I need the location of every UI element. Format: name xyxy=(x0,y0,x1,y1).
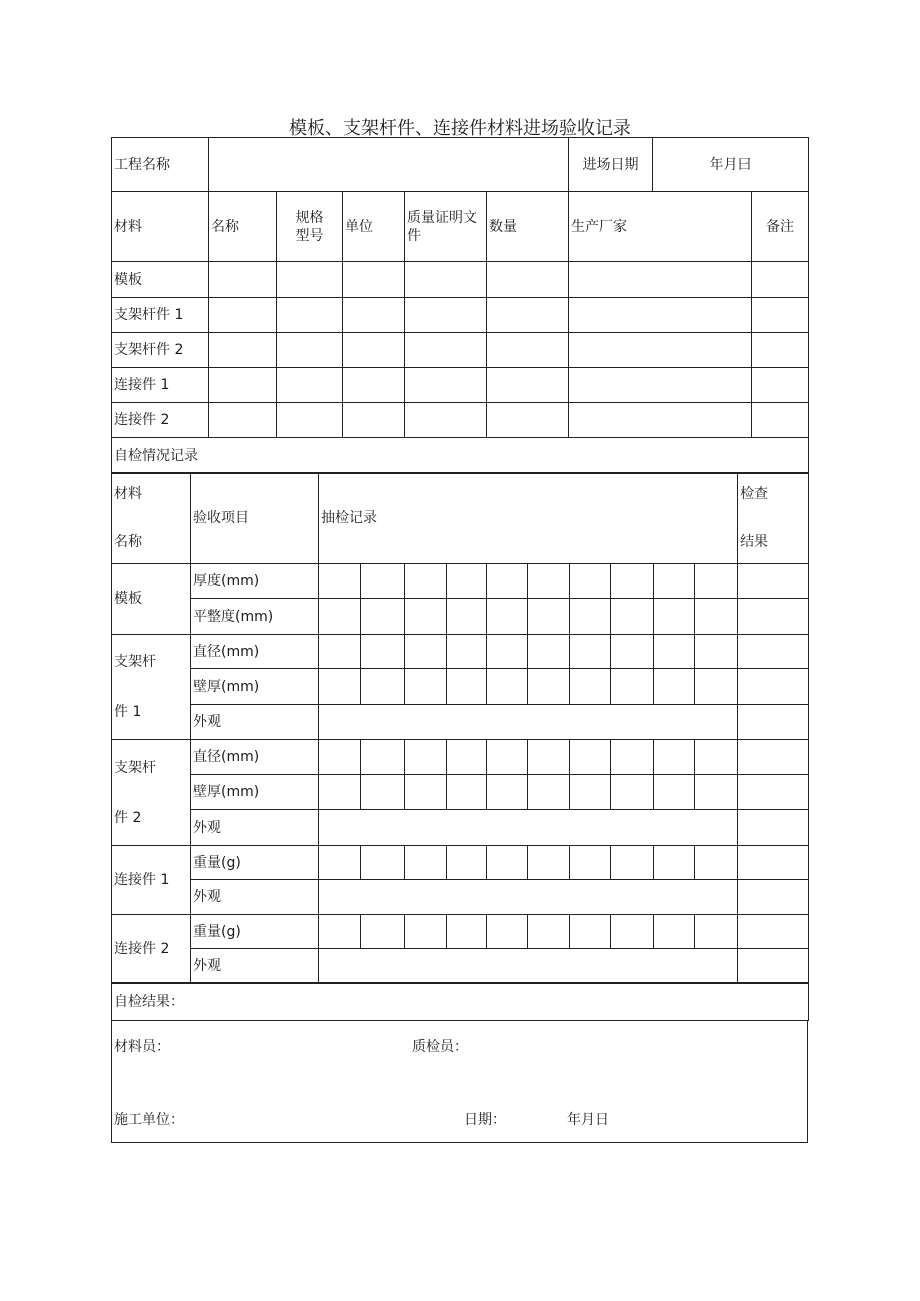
inspection-item: 厚度(mm) xyxy=(191,564,319,599)
column-header-quality-doc-line1: 质量证明文 xyxy=(407,209,477,226)
material-row-label: 连接件 1 xyxy=(112,368,209,403)
page-title: 模板、支架杆件、连接件材料进场验收记录 xyxy=(289,118,631,139)
self-check-table xyxy=(111,472,809,984)
group-name-line1: 支架杆 xyxy=(114,654,156,670)
material-row-label: 模板 xyxy=(112,262,209,298)
construction-unit-label: 施工单位： xyxy=(114,1112,184,1128)
column-header-remarks: 备注 xyxy=(752,192,809,262)
material-name-line2: 名称 xyxy=(114,534,142,550)
material-name-line1: 材料 xyxy=(114,486,142,502)
project-name-label: 工程名称 xyxy=(112,138,209,192)
inspection-item: 平整度(mm) xyxy=(191,599,319,635)
inspection-item: 直径(mm) xyxy=(191,740,319,775)
column-header-material-name xyxy=(112,473,191,564)
quality-inspector-label: 质检员： xyxy=(412,1039,468,1055)
date-label: 日期： xyxy=(464,1112,506,1128)
entry-date-field[interactable]: 年月曰 xyxy=(653,138,809,192)
inspection-item: 外观 xyxy=(191,949,319,984)
inspection-item: 重量(g) xyxy=(191,846,319,880)
table-row xyxy=(112,333,809,368)
column-header-quantity: 数量 xyxy=(487,192,569,262)
column-header-result xyxy=(738,473,809,564)
table-row xyxy=(112,298,809,333)
column-header-spec-line2: 型号 xyxy=(295,227,324,244)
inspection-item: 外观 xyxy=(191,880,319,915)
column-header-quality-doc xyxy=(405,192,487,262)
group-name-support-rod-2 xyxy=(112,740,191,846)
entry-date-label: 进场日期 xyxy=(569,138,653,192)
date-value: 年月日 xyxy=(567,1112,609,1128)
table-row xyxy=(112,262,809,298)
project-name-field[interactable] xyxy=(209,138,569,192)
inspection-item: 外观 xyxy=(191,810,319,846)
inspection-item: 重量(g) xyxy=(191,915,319,949)
group-name-support-rod-1 xyxy=(112,635,191,740)
group-name-line2: 件 1 xyxy=(114,704,142,720)
column-header-item: 验收项目 xyxy=(191,473,319,564)
column-header-spec-line1: 规格 xyxy=(295,209,324,226)
column-header-unit: 单位 xyxy=(343,192,405,262)
material-clerk-label: 材料员： xyxy=(114,1039,170,1055)
material-row-label: 支架杆件 2 xyxy=(112,333,209,368)
column-header-quality-doc-line2: 件 xyxy=(407,227,421,244)
column-header-sample-record: 抽检记录 xyxy=(319,473,738,564)
material-row-label: 连接件 2 xyxy=(112,403,209,438)
self-check-result-label: 自检结果： xyxy=(112,983,809,1021)
group-name-line2: 件 2 xyxy=(114,809,142,826)
column-header-manufacturer: 生产厂家 xyxy=(569,192,752,262)
group-name-connector-2: 连接件 2 xyxy=(112,915,191,984)
inspection-item: 壁厚(mm) xyxy=(191,775,319,810)
inspection-item: 壁厚(mm) xyxy=(191,669,319,705)
inspection-item: 外观 xyxy=(191,705,319,740)
group-name-formwork: 模板 xyxy=(112,564,191,635)
column-header-name: 名称 xyxy=(209,192,277,262)
table-row xyxy=(112,368,809,403)
signature-area xyxy=(111,1020,808,1143)
column-header-material: 材料 xyxy=(112,192,209,262)
group-name-connector-1: 连接件 1 xyxy=(112,846,191,915)
footer-table xyxy=(111,982,809,1021)
material-row-label: 支架杆件 1 xyxy=(112,298,209,333)
group-name-line1: 支架杆 xyxy=(114,759,156,776)
column-header-spec xyxy=(277,192,343,262)
table-row xyxy=(112,403,809,438)
inspection-item: 直径(mm) xyxy=(191,635,319,669)
result-line2: 结果 xyxy=(740,534,769,550)
self-check-section-label: 自检情况记录 xyxy=(112,438,809,474)
materials-table xyxy=(111,137,809,474)
result-line1: 检查 xyxy=(740,486,769,502)
